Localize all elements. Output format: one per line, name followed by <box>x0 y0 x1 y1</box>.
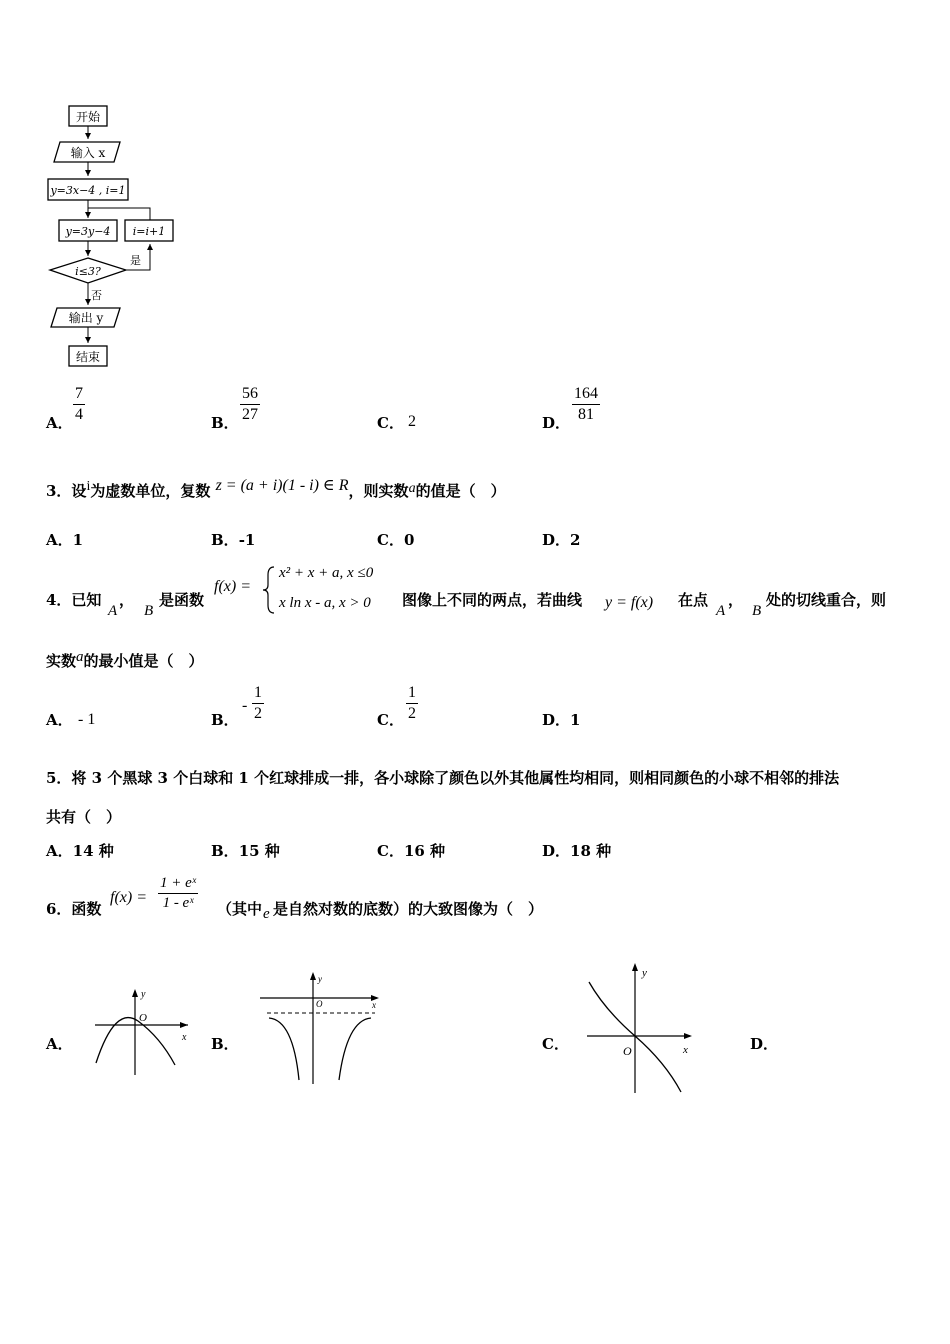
q4-piecewise-brace <box>262 565 276 615</box>
flowchart <box>40 98 180 373</box>
q2-option-c-label: C． <box>377 414 404 432</box>
q6-graph-c-y-label: y <box>642 967 647 979</box>
q4-f-lhs: f(x) = <box>214 578 251 595</box>
flow-update-y-text: y=3y−4 <box>65 225 111 238</box>
q6-graph-b-y-label: y <box>318 974 322 984</box>
flow-yes-label: 是 <box>130 254 141 267</box>
q6-f-lhs: f(x) = <box>110 889 147 906</box>
q4-option-b-label: B． <box>211 711 239 729</box>
flow-input-text: 输入 x <box>70 146 106 160</box>
q4-line-2: 实数a的最小值是（ ） <box>46 649 204 670</box>
q3-formula: z = (a + i)(1 - i) ∈ R <box>215 477 349 494</box>
q3-option-c: C．0 <box>377 531 415 549</box>
q6-graph-b-origin: O <box>316 999 323 1009</box>
q6-graph-c <box>585 960 700 1095</box>
q2-option-c-value: 2 <box>408 413 416 430</box>
q4-text-function: 是函数 <box>159 591 205 609</box>
q3-option-b: B．-1 <box>211 531 256 549</box>
q4-option-d: D．1 <box>542 711 581 729</box>
q4-text-tangent: 处的切线重合，则 <box>766 591 887 609</box>
q6-e: e <box>263 906 270 922</box>
q4-point-a: A <box>108 603 118 619</box>
q4-intro: 4．已知 <box>46 591 102 609</box>
q4-option-a-value: - 1 <box>78 711 96 728</box>
q5-stem-line-2: 共有（ ） <box>46 808 122 826</box>
q5-option-d: D．18 种 <box>542 842 612 860</box>
q6-graph-b <box>255 968 385 1088</box>
q2-option-a-label: A． <box>46 414 73 432</box>
q4-text-at: 在点 <box>678 591 709 609</box>
q4-comma-2: ， <box>728 591 744 609</box>
q4-case-2: x ln x - a, x > 0 <box>279 595 371 611</box>
q4-point-a-2: A <box>716 603 726 619</box>
flow-init-text: y=3x−4 , i=1 <box>50 184 126 197</box>
q6-graph-b-x-label: x <box>372 1000 376 1010</box>
q3-option-a: A．1 <box>46 531 84 549</box>
q3-option-d: D．2 <box>542 531 581 549</box>
q6-graph-a <box>90 985 200 1080</box>
q6-graph-b-curve-left <box>269 1018 299 1080</box>
q3-stem: 3．设i为虚数单位，复数 z = (a + i)(1 - i) ∈ R，则实数a的值是（ ） <box>46 477 506 500</box>
q2-option-d-label: D． <box>542 414 571 432</box>
q4-text-points: 图像上不同的两点，若曲线 <box>402 591 583 609</box>
q6-text-rest: 是自然对数的底数）的大致图像为（ ） <box>273 900 544 918</box>
q4-option-c-label: C． <box>377 711 404 729</box>
q4-option-b-fraction: 1 2 <box>254 684 262 722</box>
flow-output-text: 输出 y <box>68 311 104 325</box>
q6-text-where: （其中 <box>217 900 263 918</box>
q4-comma: ， <box>119 591 135 609</box>
q5-option-c: C．16 种 <box>377 842 446 860</box>
q6-graph-b-curve-right <box>339 1018 371 1080</box>
q6-graph-a-y-label: y <box>141 989 146 1000</box>
q6-graph-a-origin: O <box>139 1012 147 1024</box>
flow-start-text: 开始 <box>75 110 101 124</box>
q6-option-d-label: D． <box>750 1035 779 1053</box>
q6-option-c-label: C． <box>542 1035 569 1053</box>
q6-option-a-label: A． <box>46 1035 73 1053</box>
q2-option-b-fraction: 56 27 <box>242 385 258 423</box>
q6-graph-c-origin: O <box>623 1044 632 1058</box>
q4-point-b: B <box>144 603 154 619</box>
q5-option-b: B．15 种 <box>211 842 280 860</box>
q6-intro: 6．函数 <box>46 900 102 918</box>
q4-option-c-fraction: 1 2 <box>408 684 416 722</box>
q2-option-a-fraction: 7 4 <box>75 385 83 423</box>
flow-no-label: 否 <box>91 289 102 302</box>
flow-end-text: 结束 <box>75 350 101 364</box>
q6-option-b-label: B． <box>211 1035 239 1053</box>
q2-option-d-fraction: 164 81 <box>574 385 598 423</box>
q4-point-b-2: B <box>752 603 762 619</box>
flow-update-i-text: i=i+1 <box>132 225 166 238</box>
q6-fraction: 1 + eˣ 1 - eˣ <box>160 875 197 911</box>
q4-option-a-label: A． <box>46 711 73 729</box>
q5-option-a: A．14 种 <box>46 842 114 860</box>
q4-case-1: x² + x + a, x ≤0 <box>279 565 374 581</box>
q6-graph-a-x-label: x <box>182 1032 187 1043</box>
q4-curve: y = f(x) <box>605 594 654 611</box>
q2-option-b-label: B． <box>211 414 239 432</box>
q5-stem-line-1: 5．将 3 个黑球 3 个白球和 1 个红球排成一排，各小球除了颜色以外其他属性均相同，则相同颜色的小球不相邻的排法 <box>46 769 840 787</box>
flow-condition-text: i≤3? <box>75 265 101 278</box>
q6-graph-c-x-label: x <box>683 1044 688 1056</box>
q4-option-b-sign: - <box>242 697 248 714</box>
